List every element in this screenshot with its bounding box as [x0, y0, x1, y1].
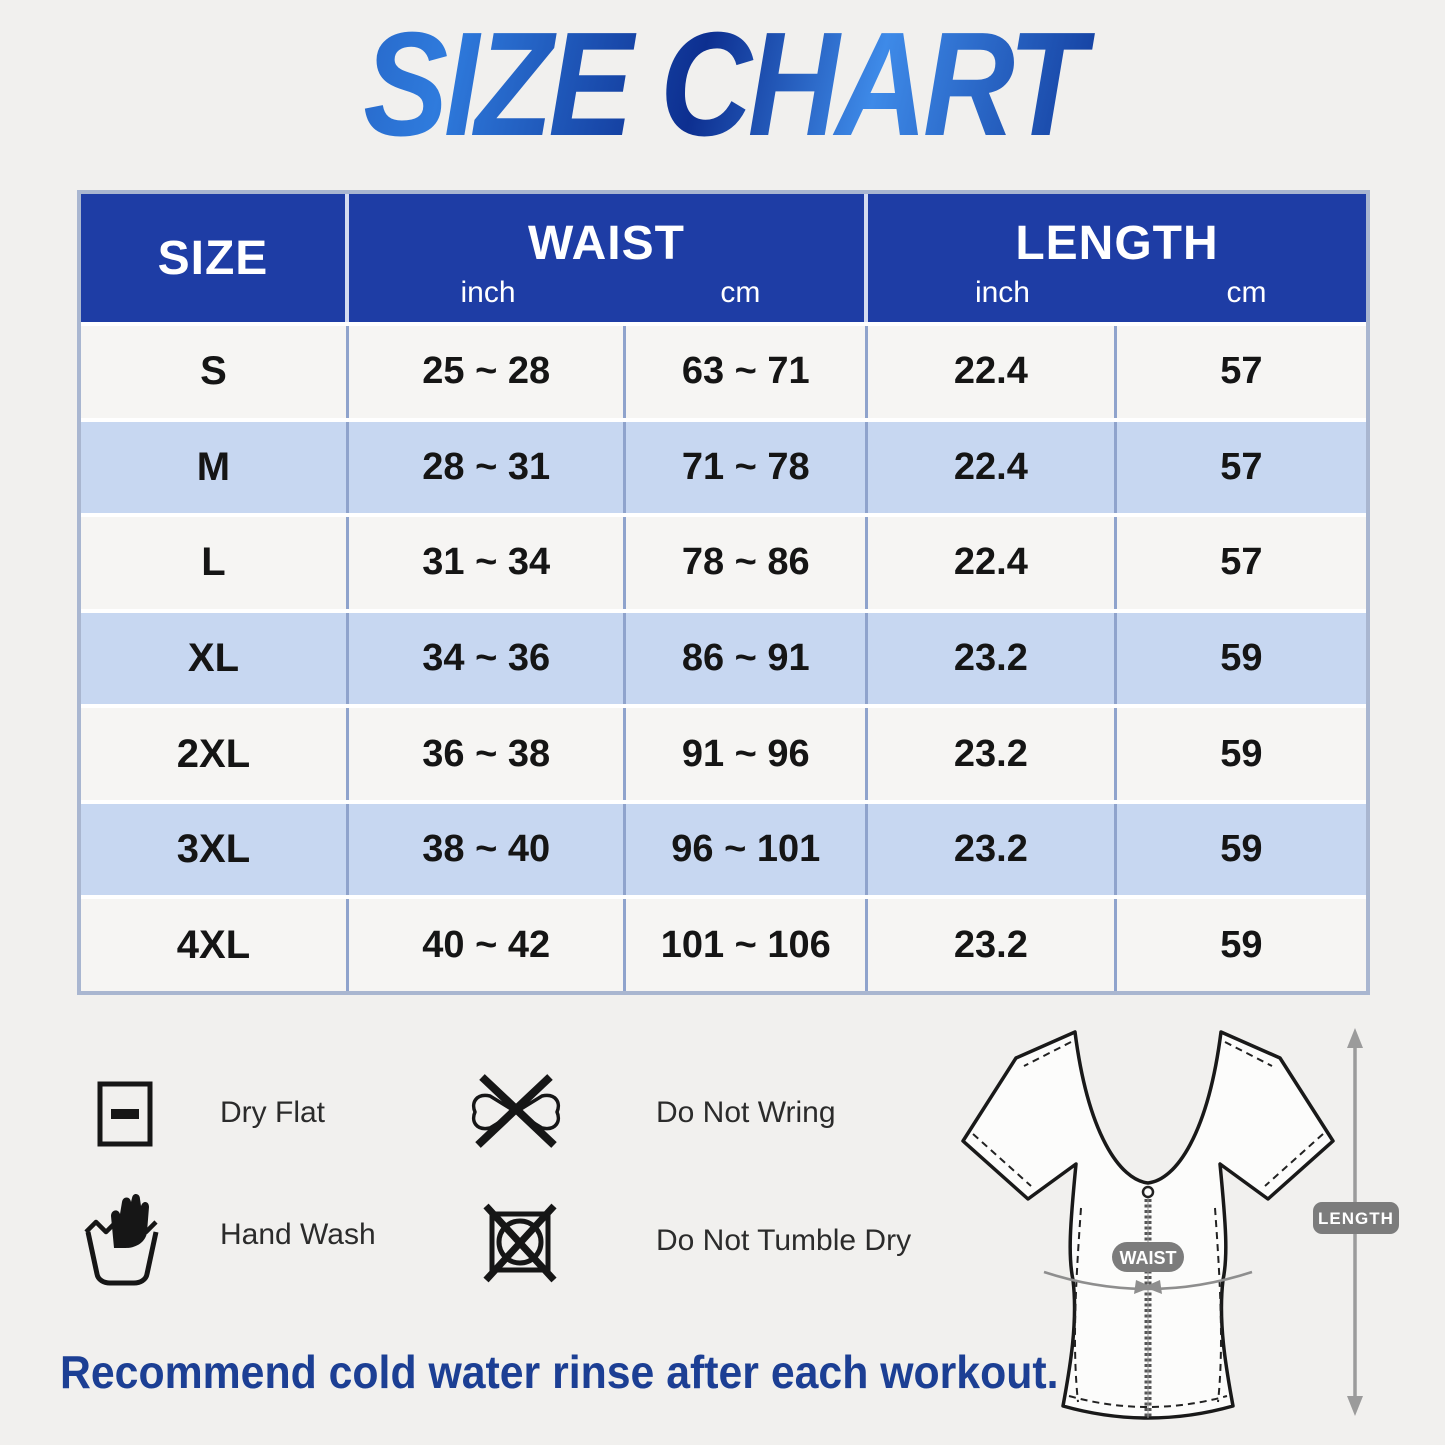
- cell-length-cm: 57: [1220, 541, 1263, 584]
- table-row: [81, 704, 1366, 800]
- header-length: [868, 194, 1366, 322]
- cell-length-cm: 59: [1220, 923, 1263, 966]
- header-size: SIZE: [81, 194, 349, 322]
- cell-size: XL: [81, 613, 349, 705]
- header-waist-label: WAIST: [527, 217, 685, 270]
- cell-length-inch: 23.2: [868, 804, 1117, 896]
- cell-waist-cm: 78 ~ 86: [626, 517, 868, 609]
- length-badge-label: LENGTH: [1318, 1209, 1394, 1228]
- care-label-dry-flat: Dry Flat: [220, 1096, 325, 1129]
- cell-waist-cm: 91 ~ 96: [626, 708, 868, 800]
- care-label-hand-wash: Hand Wash: [220, 1218, 376, 1251]
- cell-waist-inch: 34 ~ 36: [349, 613, 627, 705]
- table-row: [81, 322, 1366, 418]
- header-length-label: LENGTH: [1015, 217, 1219, 270]
- table-row: [81, 800, 1366, 896]
- cell-length-cm: 59: [1220, 637, 1263, 680]
- cell-waist-cm: 101 ~ 106: [626, 899, 868, 991]
- cell-waist-inch: 38 ~ 40: [349, 804, 627, 896]
- cell-length-inch: 22.4: [868, 422, 1117, 514]
- table-header-row: [81, 194, 1366, 322]
- table-row: [81, 895, 1366, 991]
- footer-note: Recommend cold water rinse after each workout.: [60, 1346, 1059, 1398]
- hand-wash-icon: [84, 1186, 164, 1286]
- cell-length-inch: 23.2: [868, 613, 1117, 705]
- cell-length-cm: 57: [1220, 350, 1263, 393]
- table-row: [81, 513, 1366, 609]
- cell-length-inch: 22.4: [868, 517, 1117, 609]
- header-waist: [349, 194, 868, 322]
- cell-waist-inch: 40 ~ 42: [349, 899, 627, 991]
- header-waist-unit-cm: cm: [720, 276, 761, 309]
- zipper-pull-icon: [1143, 1187, 1153, 1197]
- table-row: [81, 418, 1366, 514]
- cell-size: S: [81, 326, 349, 418]
- cell-waist-cm: 63 ~ 71: [626, 326, 868, 418]
- cell-length-inch: 22.4: [868, 326, 1117, 418]
- do-not-wring-icon: [466, 1068, 566, 1152]
- cell-waist-inch: 36 ~ 38: [349, 708, 627, 800]
- dry-flat-icon: [96, 1080, 154, 1148]
- cell-size: 4XL: [81, 899, 349, 991]
- cell-length-inch: 23.2: [868, 899, 1117, 991]
- cell-size: 3XL: [81, 804, 349, 896]
- cell-size: M: [81, 422, 349, 514]
- size-table: [77, 190, 1370, 995]
- cell-waist-inch: 25 ~ 28: [349, 326, 627, 418]
- cell-waist-inch: 31 ~ 34: [349, 517, 627, 609]
- header-length-unit-inch: inch: [974, 276, 1031, 309]
- cell-waist-cm: 86 ~ 91: [626, 613, 868, 705]
- page-title: SIZE CHART: [101, 4, 1344, 166]
- cell-length-inch: 23.2: [868, 708, 1117, 800]
- cell-waist-cm: 96 ~ 101: [626, 804, 868, 896]
- waist-badge-label: WAIST: [1119, 1248, 1177, 1268]
- header-length-unit-cm: cm: [1226, 276, 1267, 309]
- cell-size: L: [81, 517, 349, 609]
- cell-length-cm: 57: [1220, 445, 1263, 488]
- cell-length-cm: 59: [1220, 828, 1263, 871]
- cell-length-cm: 59: [1220, 732, 1263, 775]
- cell-waist-inch: 28 ~ 31: [349, 422, 627, 514]
- care-label-do-not-wring: Do Not Wring: [656, 1096, 836, 1129]
- care-label-do-not-tumble-dry: Do Not Tumble Dry: [656, 1224, 912, 1257]
- cell-size: 2XL: [81, 708, 349, 800]
- table-body: [81, 322, 1366, 991]
- cell-waist-cm: 71 ~ 78: [626, 422, 868, 514]
- header-waist-unit-inch: inch: [460, 276, 516, 309]
- table-row: [81, 609, 1366, 705]
- do-not-tumble-dry-icon: [480, 1200, 560, 1286]
